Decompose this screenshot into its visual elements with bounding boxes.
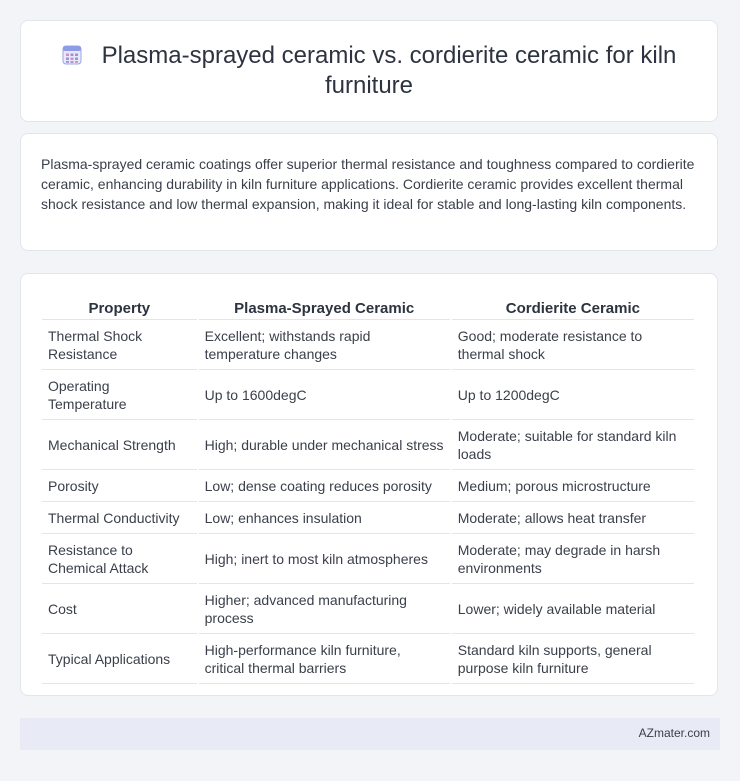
row-property: Mechanical Strength bbox=[42, 421, 197, 470]
row-cordierite-value: Up to 1200degC bbox=[452, 371, 694, 420]
row-property: Resistance to Chemical Attack bbox=[42, 535, 197, 584]
row-plasma-value: Low; enhances insulation bbox=[199, 503, 450, 534]
row-plasma-value: Higher; advanced manufacturing process bbox=[199, 585, 450, 634]
row-cordierite-value: Medium; porous microstructure bbox=[452, 471, 694, 502]
title-card bbox=[20, 20, 718, 122]
table-row bbox=[42, 585, 694, 634]
row-property: Porosity bbox=[42, 471, 197, 502]
row-property: Thermal Conductivity bbox=[42, 503, 197, 534]
row-property: Typical Applications bbox=[42, 635, 197, 684]
row-cordierite-value: Moderate; suitable for standard kiln loads bbox=[452, 421, 694, 470]
table-row bbox=[42, 635, 694, 684]
page-title: Plasma-sprayed ceramic vs. cordierite ceramic for kiln furniture bbox=[101, 42, 677, 99]
summary-card bbox=[20, 133, 718, 251]
table-row bbox=[42, 471, 694, 502]
row-cordierite-value: Moderate; allows heat transfer bbox=[452, 503, 694, 534]
row-cordierite-value: Lower; widely available material bbox=[452, 585, 694, 634]
row-plasma-value: Low; dense coating reduces porosity bbox=[199, 471, 450, 502]
column-header-cordierite: Cordierite Ceramic bbox=[452, 295, 694, 320]
footer-brand: AZmater.com bbox=[638, 726, 710, 740]
comparison-table bbox=[40, 294, 696, 685]
table-row bbox=[42, 321, 694, 370]
row-property: Cost bbox=[42, 585, 197, 634]
table-row bbox=[42, 371, 694, 420]
row-cordierite-value: Good; moderate resistance to thermal shock bbox=[452, 321, 694, 370]
row-plasma-value: High-performance kiln furniture, critical thermal barriers bbox=[199, 635, 450, 684]
table-row bbox=[42, 535, 694, 584]
row-cordierite-value: Standard kiln supports, general purpose kiln furniture bbox=[452, 635, 694, 684]
row-plasma-value: High; inert to most kiln atmospheres bbox=[199, 535, 450, 584]
summary-paragraph: Plasma-sprayed ceramic coatings offer superior thermal resistance and toughness compared to cordierite ceramic, enhancing durability in kiln furniture applications. Cordierite ceramic provides excellent thermal shock resistance and low thermal expansion, making it ideal for stable and long-lasting kiln components. bbox=[41, 156, 695, 212]
title-wrap bbox=[49, 41, 689, 101]
comparison-card bbox=[20, 273, 718, 696]
row-property: Thermal Shock Resistance bbox=[42, 321, 197, 370]
table-row bbox=[42, 421, 694, 470]
row-plasma-value: Excellent; withstands rapid temperature changes bbox=[199, 321, 450, 370]
footer-bar bbox=[20, 718, 720, 750]
column-header-plasma-sprayed: Plasma-Sprayed Ceramic bbox=[199, 295, 450, 320]
table-header-row bbox=[42, 295, 694, 320]
row-property: Operating Temperature bbox=[42, 371, 197, 420]
calculator-grid-icon bbox=[62, 45, 82, 65]
column-header-property: Property bbox=[42, 295, 197, 320]
row-plasma-value: Up to 1600degC bbox=[199, 371, 450, 420]
row-plasma-value: High; durable under mechanical stress bbox=[199, 421, 450, 470]
row-cordierite-value: Moderate; may degrade in harsh environments bbox=[452, 535, 694, 584]
table-row bbox=[42, 503, 694, 534]
